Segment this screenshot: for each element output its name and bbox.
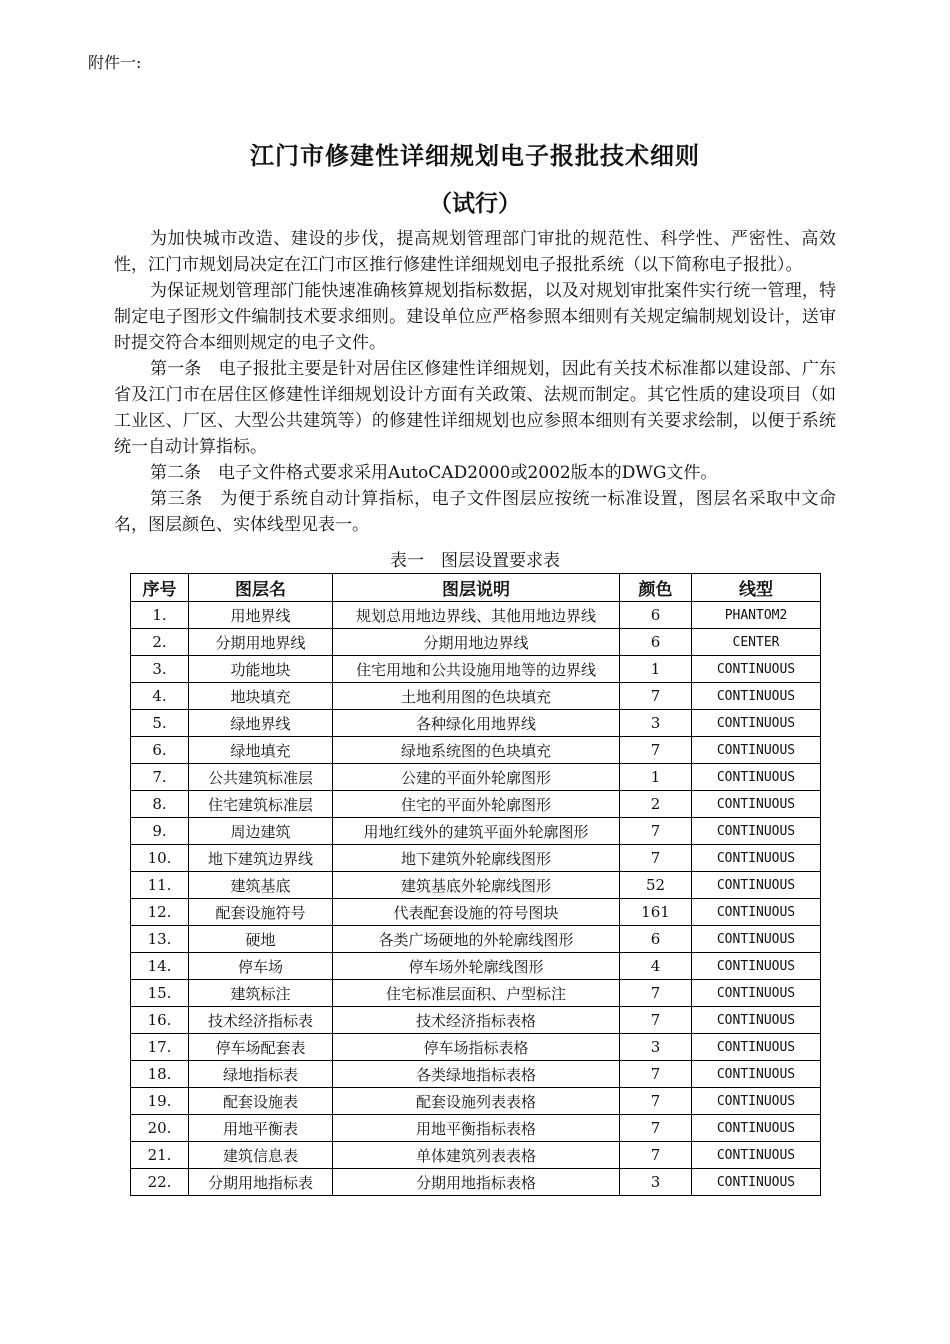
cell-index: 14. — [131, 953, 189, 980]
table-row — [131, 1142, 821, 1169]
cell-index: 17. — [131, 1034, 189, 1061]
cell-linetype: PHANTOM2 — [692, 602, 821, 629]
table-header-row — [131, 574, 821, 602]
cell-layer-name: 停车场配套表 — [189, 1034, 333, 1061]
cell-layer-description: 绿地系统图的色块填充 — [333, 737, 620, 764]
layer-settings-table — [130, 573, 821, 1196]
table-row — [131, 980, 821, 1007]
cell-linetype: CONTINUOUS — [692, 737, 821, 764]
cell-linetype: CONTINUOUS — [692, 1115, 821, 1142]
cell-layer-description: 各类广场硬地的外轮廓线图形 — [333, 926, 620, 953]
cell-color: 7 — [620, 845, 692, 872]
cell-color: 6 — [620, 926, 692, 953]
header-index: 序号 — [131, 574, 189, 602]
table-row — [131, 1115, 821, 1142]
cell-layer-description: 单体建筑列表表格 — [333, 1142, 620, 1169]
cell-linetype: CONTINUOUS — [692, 926, 821, 953]
cell-color: 1 — [620, 764, 692, 791]
cell-color: 6 — [620, 602, 692, 629]
table-row — [131, 899, 821, 926]
cell-linetype: CONTINUOUS — [692, 710, 821, 737]
cell-linetype: CONTINUOUS — [692, 791, 821, 818]
cell-layer-description: 公建的平面外轮廓图形 — [333, 764, 620, 791]
table-row — [131, 656, 821, 683]
cell-linetype: CONTINUOUS — [692, 980, 821, 1007]
cell-linetype: CONTINUOUS — [692, 1061, 821, 1088]
cell-linetype: CONTINUOUS — [692, 899, 821, 926]
table-row — [131, 602, 821, 629]
cell-layer-name: 地块填充 — [189, 683, 333, 710]
header-layer-description: 图层说明 — [333, 574, 620, 602]
cell-index: 18. — [131, 1061, 189, 1088]
cell-color: 1 — [620, 656, 692, 683]
table-row — [131, 1169, 821, 1196]
table-row — [131, 1088, 821, 1115]
cell-layer-description: 分期用地指标表格 — [333, 1169, 620, 1196]
cell-index: 19. — [131, 1088, 189, 1115]
cell-index: 4. — [131, 683, 189, 710]
table-row — [131, 872, 821, 899]
cell-color: 52 — [620, 872, 692, 899]
cell-layer-name: 用地平衡表 — [189, 1115, 333, 1142]
cell-index: 7. — [131, 764, 189, 791]
table-row — [131, 953, 821, 980]
cell-linetype: CONTINUOUS — [692, 1007, 821, 1034]
table-row — [131, 737, 821, 764]
cell-color: 7 — [620, 1115, 692, 1142]
cell-layer-name: 建筑标注 — [189, 980, 333, 1007]
document-subtitle: （试行） — [429, 191, 521, 217]
table-row — [131, 683, 821, 710]
cell-layer-name: 分期用地指标表 — [189, 1169, 333, 1196]
cell-layer-name: 功能地块 — [189, 656, 333, 683]
cell-layer-description: 停车场外轮廓线图形 — [333, 953, 620, 980]
cell-layer-name: 住宅建筑标准层 — [189, 791, 333, 818]
cell-color: 7 — [620, 980, 692, 1007]
cell-index: 22. — [131, 1169, 189, 1196]
cell-index: 11. — [131, 872, 189, 899]
table-caption: 表一 图层设置要求表 — [390, 551, 560, 571]
cell-color: 6 — [620, 629, 692, 656]
cell-layer-description: 建筑基底外轮廓线图形 — [333, 872, 620, 899]
cell-index: 16. — [131, 1007, 189, 1034]
cell-color: 3 — [620, 1169, 692, 1196]
table-row — [131, 845, 821, 872]
cell-color: 7 — [620, 1061, 692, 1088]
paragraph-article-1: 第一条 电子报批主要是针对居住区修建性详细规划，因此有关技术标准都以建设部、广东省及江门市在居住区修建性详细规划设计方面有关政策、法规而制定。其它性质的建设项目（如工业区、厂区、大型公共建筑等）的修建性详细规划也应参照本细则有关要求绘制，以便于系统统一自动计算指标。 — [114, 359, 836, 457]
cell-linetype: CONTINUOUS — [692, 1088, 821, 1115]
cell-layer-name: 建筑基底 — [189, 872, 333, 899]
cell-linetype: CONTINUOUS — [692, 872, 821, 899]
cell-color: 7 — [620, 1007, 692, 1034]
cell-layer-name: 配套设施符号 — [189, 899, 333, 926]
cell-color: 7 — [620, 737, 692, 764]
cell-layer-description: 用地平衡指标表格 — [333, 1115, 620, 1142]
cell-color: 7 — [620, 1088, 692, 1115]
table-row — [131, 1034, 821, 1061]
cell-index: 8. — [131, 791, 189, 818]
cell-index: 10. — [131, 845, 189, 872]
paragraph-purpose: 为保证规划管理部门能快速准确核算规划指标数据，以及对规划审批案件实行统一管理，特制定电子图形文件编制技术要求细则。建设单位应严格参照本细则有关规定编制规划设计，送审时提交符合本细则规定的电子文件。 — [114, 281, 836, 353]
paragraph-intro: 为加快城市改造、建设的步伐，提高规划管理部门审批的规范性、科学性、严密性、高效性，江门市规划局决定在江门市区推行修建性详细规划电子报批系统（以下简称电子报批）。 — [114, 229, 836, 275]
cell-layer-name: 周边建筑 — [189, 818, 333, 845]
cell-linetype: CONTINUOUS — [692, 845, 821, 872]
cell-linetype: CENTER — [692, 629, 821, 656]
cell-linetype: CONTINUOUS — [692, 1169, 821, 1196]
table-row — [131, 629, 821, 656]
cell-index: 3. — [131, 656, 189, 683]
cell-index: 9. — [131, 818, 189, 845]
cell-layer-description: 停车场指标表格 — [333, 1034, 620, 1061]
body-text — [114, 226, 836, 538]
cell-layer-description: 住宅标准层面积、户型标注 — [333, 980, 620, 1007]
cell-index: 15. — [131, 980, 189, 1007]
table-row — [131, 710, 821, 737]
cell-layer-name: 建筑信息表 — [189, 1142, 333, 1169]
cell-index: 2. — [131, 629, 189, 656]
table-row — [131, 1061, 821, 1088]
cell-color: 7 — [620, 1142, 692, 1169]
cell-linetype: CONTINUOUS — [692, 953, 821, 980]
cell-linetype: CONTINUOUS — [692, 656, 821, 683]
cell-layer-name: 绿地界线 — [189, 710, 333, 737]
cell-color: 7 — [620, 683, 692, 710]
header-linetype: 线型 — [692, 574, 821, 602]
table-row — [131, 791, 821, 818]
cell-layer-description: 住宅用地和公共设施用地等的边界线 — [333, 656, 620, 683]
cell-linetype: CONTINUOUS — [692, 683, 821, 710]
cell-layer-name: 公共建筑标准层 — [189, 764, 333, 791]
cell-layer-description: 代表配套设施的符号图块 — [333, 899, 620, 926]
cell-layer-description: 土地利用图的色块填充 — [333, 683, 620, 710]
cell-color: 161 — [620, 899, 692, 926]
table-row — [131, 926, 821, 953]
cell-color: 4 — [620, 953, 692, 980]
cell-layer-name: 技术经济指标表 — [189, 1007, 333, 1034]
cell-layer-name: 绿地指标表 — [189, 1061, 333, 1088]
cell-color: 7 — [620, 818, 692, 845]
cell-layer-name: 用地界线 — [189, 602, 333, 629]
document-title: 江门市修建性详细规划电子报批技术细则 — [250, 142, 700, 170]
cell-layer-description: 各种绿化用地界线 — [333, 710, 620, 737]
table-row — [131, 1007, 821, 1034]
header-layer-name: 图层名 — [189, 574, 333, 602]
cell-index: 6. — [131, 737, 189, 764]
cell-layer-description: 分期用地边界线 — [333, 629, 620, 656]
cell-layer-description: 各类绿地指标表格 — [333, 1061, 620, 1088]
cell-index: 5. — [131, 710, 189, 737]
cell-index: 1. — [131, 602, 189, 629]
table-row — [131, 764, 821, 791]
paragraph-article-3: 第三条 为便于系统自动计算指标，电子文件图层应按统一标准设置，图层名采取中文命名，图层颜色、实体线型见表一。 — [114, 489, 836, 535]
header-color: 颜色 — [620, 574, 692, 602]
cell-layer-description: 住宅的平面外轮廓图形 — [333, 791, 620, 818]
table-row — [131, 818, 821, 845]
table-body — [131, 602, 821, 1196]
cell-layer-name: 停车场 — [189, 953, 333, 980]
cell-index: 21. — [131, 1142, 189, 1169]
paragraph-article-2: 第二条 电子文件格式要求采用AutoCAD2000或2002版本的DWG文件。 — [150, 463, 718, 483]
cell-index: 20. — [131, 1115, 189, 1142]
cell-index: 12. — [131, 899, 189, 926]
cell-index: 13. — [131, 926, 189, 953]
cell-linetype: CONTINUOUS — [692, 818, 821, 845]
cell-layer-name: 绿地填充 — [189, 737, 333, 764]
cell-layer-description: 地下建筑外轮廓线图形 — [333, 845, 620, 872]
cell-layer-name: 地下建筑边界线 — [189, 845, 333, 872]
cell-color: 3 — [620, 1034, 692, 1061]
cell-layer-name: 配套设施表 — [189, 1088, 333, 1115]
attachment-label: 附件一: — [88, 53, 142, 72]
cell-color: 2 — [620, 791, 692, 818]
cell-layer-description: 配套设施列表表格 — [333, 1088, 620, 1115]
cell-linetype: CONTINUOUS — [692, 1034, 821, 1061]
cell-color: 3 — [620, 710, 692, 737]
cell-layer-description: 技术经济指标表格 — [333, 1007, 620, 1034]
cell-layer-name: 硬地 — [189, 926, 333, 953]
cell-linetype: CONTINUOUS — [692, 764, 821, 791]
cell-layer-name: 分期用地界线 — [189, 629, 333, 656]
cell-layer-description: 用地红线外的建筑平面外轮廓图形 — [333, 818, 620, 845]
cell-layer-description: 规划总用地边界线、其他用地边界线 — [333, 602, 620, 629]
cell-linetype: CONTINUOUS — [692, 1142, 821, 1169]
